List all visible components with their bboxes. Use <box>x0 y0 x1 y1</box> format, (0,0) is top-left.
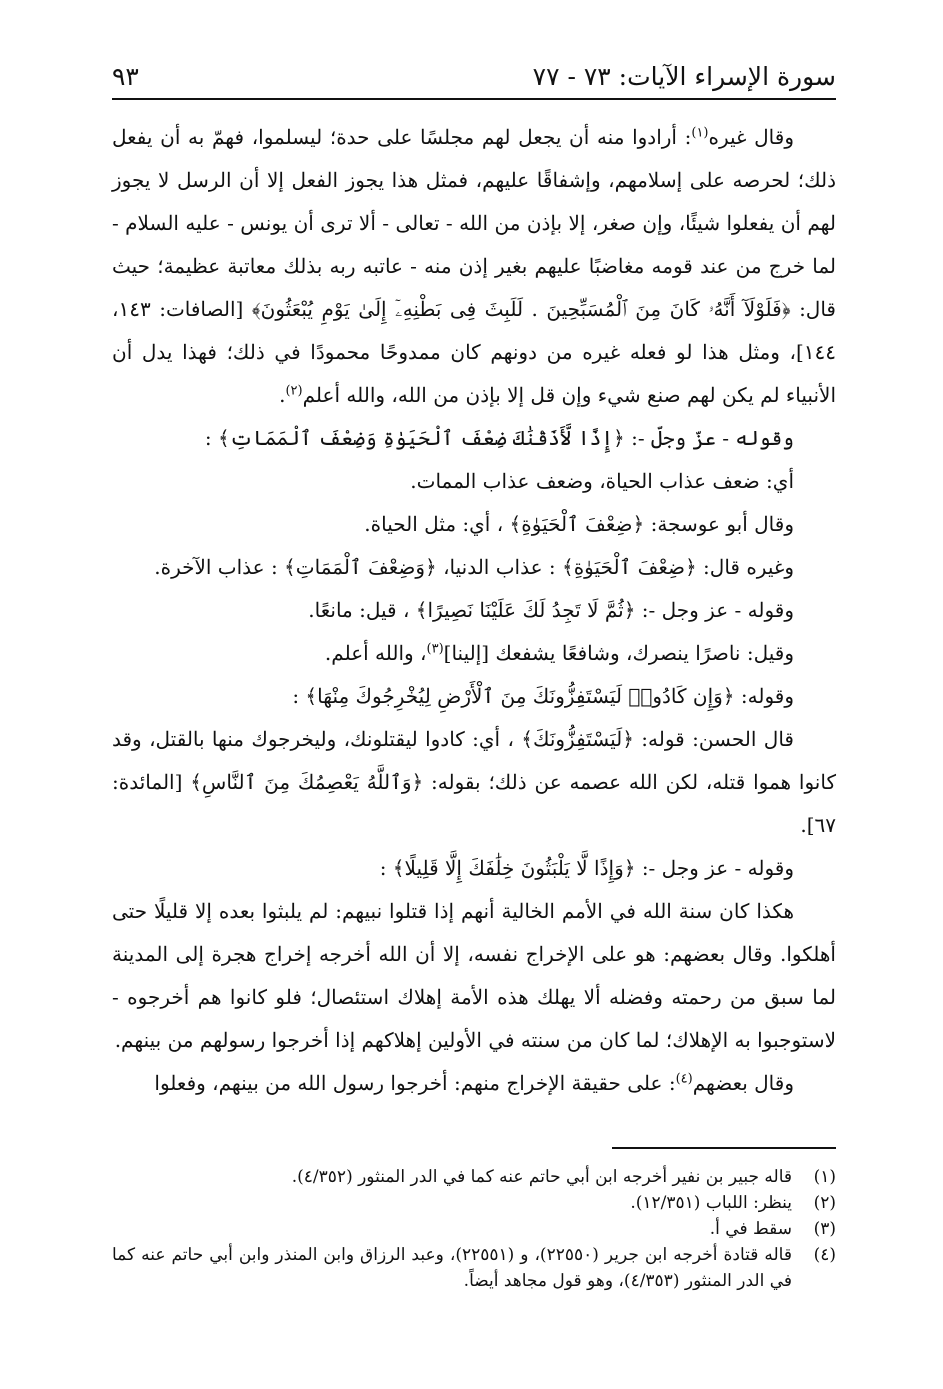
paragraph: وقال أبو عوسجة: ﴿ضِعْفَ ٱلْحَيَوٰةِ﴾ ، أي: مثل الحياة. <box>364 512 794 536</box>
paragraph-text: : أرادوا منه أن يجعل لهم مجلسًا على حدة؛ ليسلموا، فهمّ به أن يفعل ذلك؛ لحرصه على إسلامهم، وإشفاقًا عليهم، فمثل هذا يجوز الفعل إلا أن الرسل لا يجوز لهم أن يفعلوا شيئًا، وإن صغر، إلا بإذن من الله - تعالى - ألا ترى أن يونس - عليه السلام - لما خرج من عند قومه مغاضبًا عليهم بغير إذن منه - عاتبه ربه بذلك معاتبة عظيمة؛ حيث قال: ﴿فَلَوْلَآ أَنَّهُۥ كَانَ مِنَ ٱلْمُسَبِّحِينَ . لَلَبِثَ فِى بَطْنِهِۦٓ إِلَىٰ يَوْمِ يُبْعَثُونَ﴾ [الصافات: ١٤٣، ١٤٤]، ومثل هذا لو فعله غيره من دونهم كان ممدوحًا محمودًا في ذلك؛ فهذا يدل أن الأنبياء لم يكن لهم صنع شيء وإن قل إلا بإذن من الله، والله أعلم <box>112 125 836 407</box>
footnote-text: قاله جبير بن نفير أخرجه ابن أبي حاتم عنه كما في الدر المنثور (٤/٣٥٢). <box>291 1167 792 1187</box>
paragraph <box>112 1062 836 1105</box>
page-header <box>112 58 836 100</box>
running-title: سورة الإسراء الآيات: ٧٣ - ٧٧ <box>532 62 836 91</box>
footnotes <box>112 1164 836 1294</box>
footnote-ref: (١) <box>691 125 709 141</box>
footnote <box>112 1242 836 1294</box>
footnote-text: سقط في أ. <box>709 1219 792 1239</box>
paragraph: وقوله - عز وجل -: ﴿وَإِذًا لَّا يَلْبَثُونَ خِلَٰفَكَ إِلَّا قَلِيلًا﴾ : <box>379 856 794 880</box>
paragraph <box>112 632 836 675</box>
footnote-number: (٢) <box>813 1193 836 1213</box>
paragraph-text: وقال غيره <box>708 125 794 149</box>
paragraph: أي: ضعف عذاب الحياة، وضعف عذاب الممات. <box>410 469 794 493</box>
main-text <box>112 116 836 1105</box>
paragraph-text: : على حقيقة الإخراج منهم: أخرجوا رسول الله من بينهم، وفعلوا <box>154 1071 676 1095</box>
paragraph <box>112 116 836 417</box>
paragraph: وقوله - عز وجل -: ﴿ثُمَّ لَا تَجِدُ لَكَ عَلَيْنَا نَصِيرًا﴾ ، قيل: مانعًا. <box>308 598 794 622</box>
paragraph-text: . <box>279 383 286 407</box>
paragraph-text: وقيل: ناصرًا ينصرك، وشافعًا يشفعك [إلينا] <box>443 641 794 665</box>
paragraph: هكذا كان سنة الله في الأمم الخالية أنهم إذا قتلوا نبيهم: لم يلبثوا بعده إلا قليلًا حتى أهلكوا. وقال بعضهم: هو على الإخراج نفسه، إلا أن الله أخرجه إخراج هجرة إلى المدينة لما سبق من رحمته وفضله ألا يهلك هذه الأمة إهلاك استئصال؛ فلو كانوا هم أخرجوه - لاستوجبوا به الإهلاك؛ لما كان من سنته في الأولين إهلاكهم إذا أخرجوا رسولهم من بينهم. <box>112 899 836 1052</box>
paragraph-text: وقال بعضهم <box>692 1071 794 1095</box>
page-number: ٩٣ <box>112 62 139 91</box>
footnote-number: (٤) <box>813 1245 836 1265</box>
footnote-text: ينظر: اللباب (١٢/٣٥١). <box>630 1193 792 1213</box>
footnote-ref: (٤) <box>675 1071 693 1087</box>
paragraph: وقوله - عزّ وجلّ -: ﴿إِذًا لَّأَذَقْنَٰكَ ضِعْفَ ٱلْحَيَوٰةِ وَضِعْفَ ٱلْمَمَاتِ﴾ : <box>204 426 794 450</box>
footnote-number: (٣) <box>813 1219 836 1239</box>
footnote <box>112 1164 836 1190</box>
footnote-divider <box>612 1147 836 1149</box>
footnote-ref: (٣) <box>426 641 444 657</box>
footnote-text: قاله قتادة أخرجه ابن جرير (٢٢٥٥٠)، و (٢٢٥٥١)، وعبد الرزاق وابن المنذر وابن أبي حاتم عنه كما في الدر المنثور (٤/٣٥٣)، وهو قول مجاهد أيضاً. <box>112 1245 792 1291</box>
footnote <box>112 1190 836 1216</box>
paragraph: وقوله: ﴿وَإِن كَادُوا۟ لَيَسْتَفِزُّونَكَ مِنَ ٱلْأَرْضِ لِيُخْرِجُوكَ مِنْهَا﴾ : <box>292 684 794 708</box>
footnote <box>112 1216 836 1242</box>
paragraph-text: ، والله أعلم. <box>324 641 427 665</box>
paragraph: وغيره قال: ﴿ضِعْفَ ٱلْحَيَوٰةِ﴾ : عذاب الدنيا، ﴿وَضِعْفَ ٱلْمَمَاتِ﴾ : عذاب الآخرة. <box>154 555 794 579</box>
paragraph: قال الحسن: قوله: ﴿لَيَسْتَفِزُّونَكَ﴾ ، أي: كادوا ليقتلونك، وليخرجوك منها بالقتل، وقد كانوا هموا قتله، لكن الله عصمه عن ذلك؛ بقوله: ﴿وَٱللَّهُ يَعْصِمُكَ مِنَ ٱلنَّاسِ﴾ [المائدة: ٦٧]. <box>112 727 836 837</box>
footnote-ref: (٢) <box>285 383 303 399</box>
footnote-number: (١) <box>813 1167 836 1187</box>
